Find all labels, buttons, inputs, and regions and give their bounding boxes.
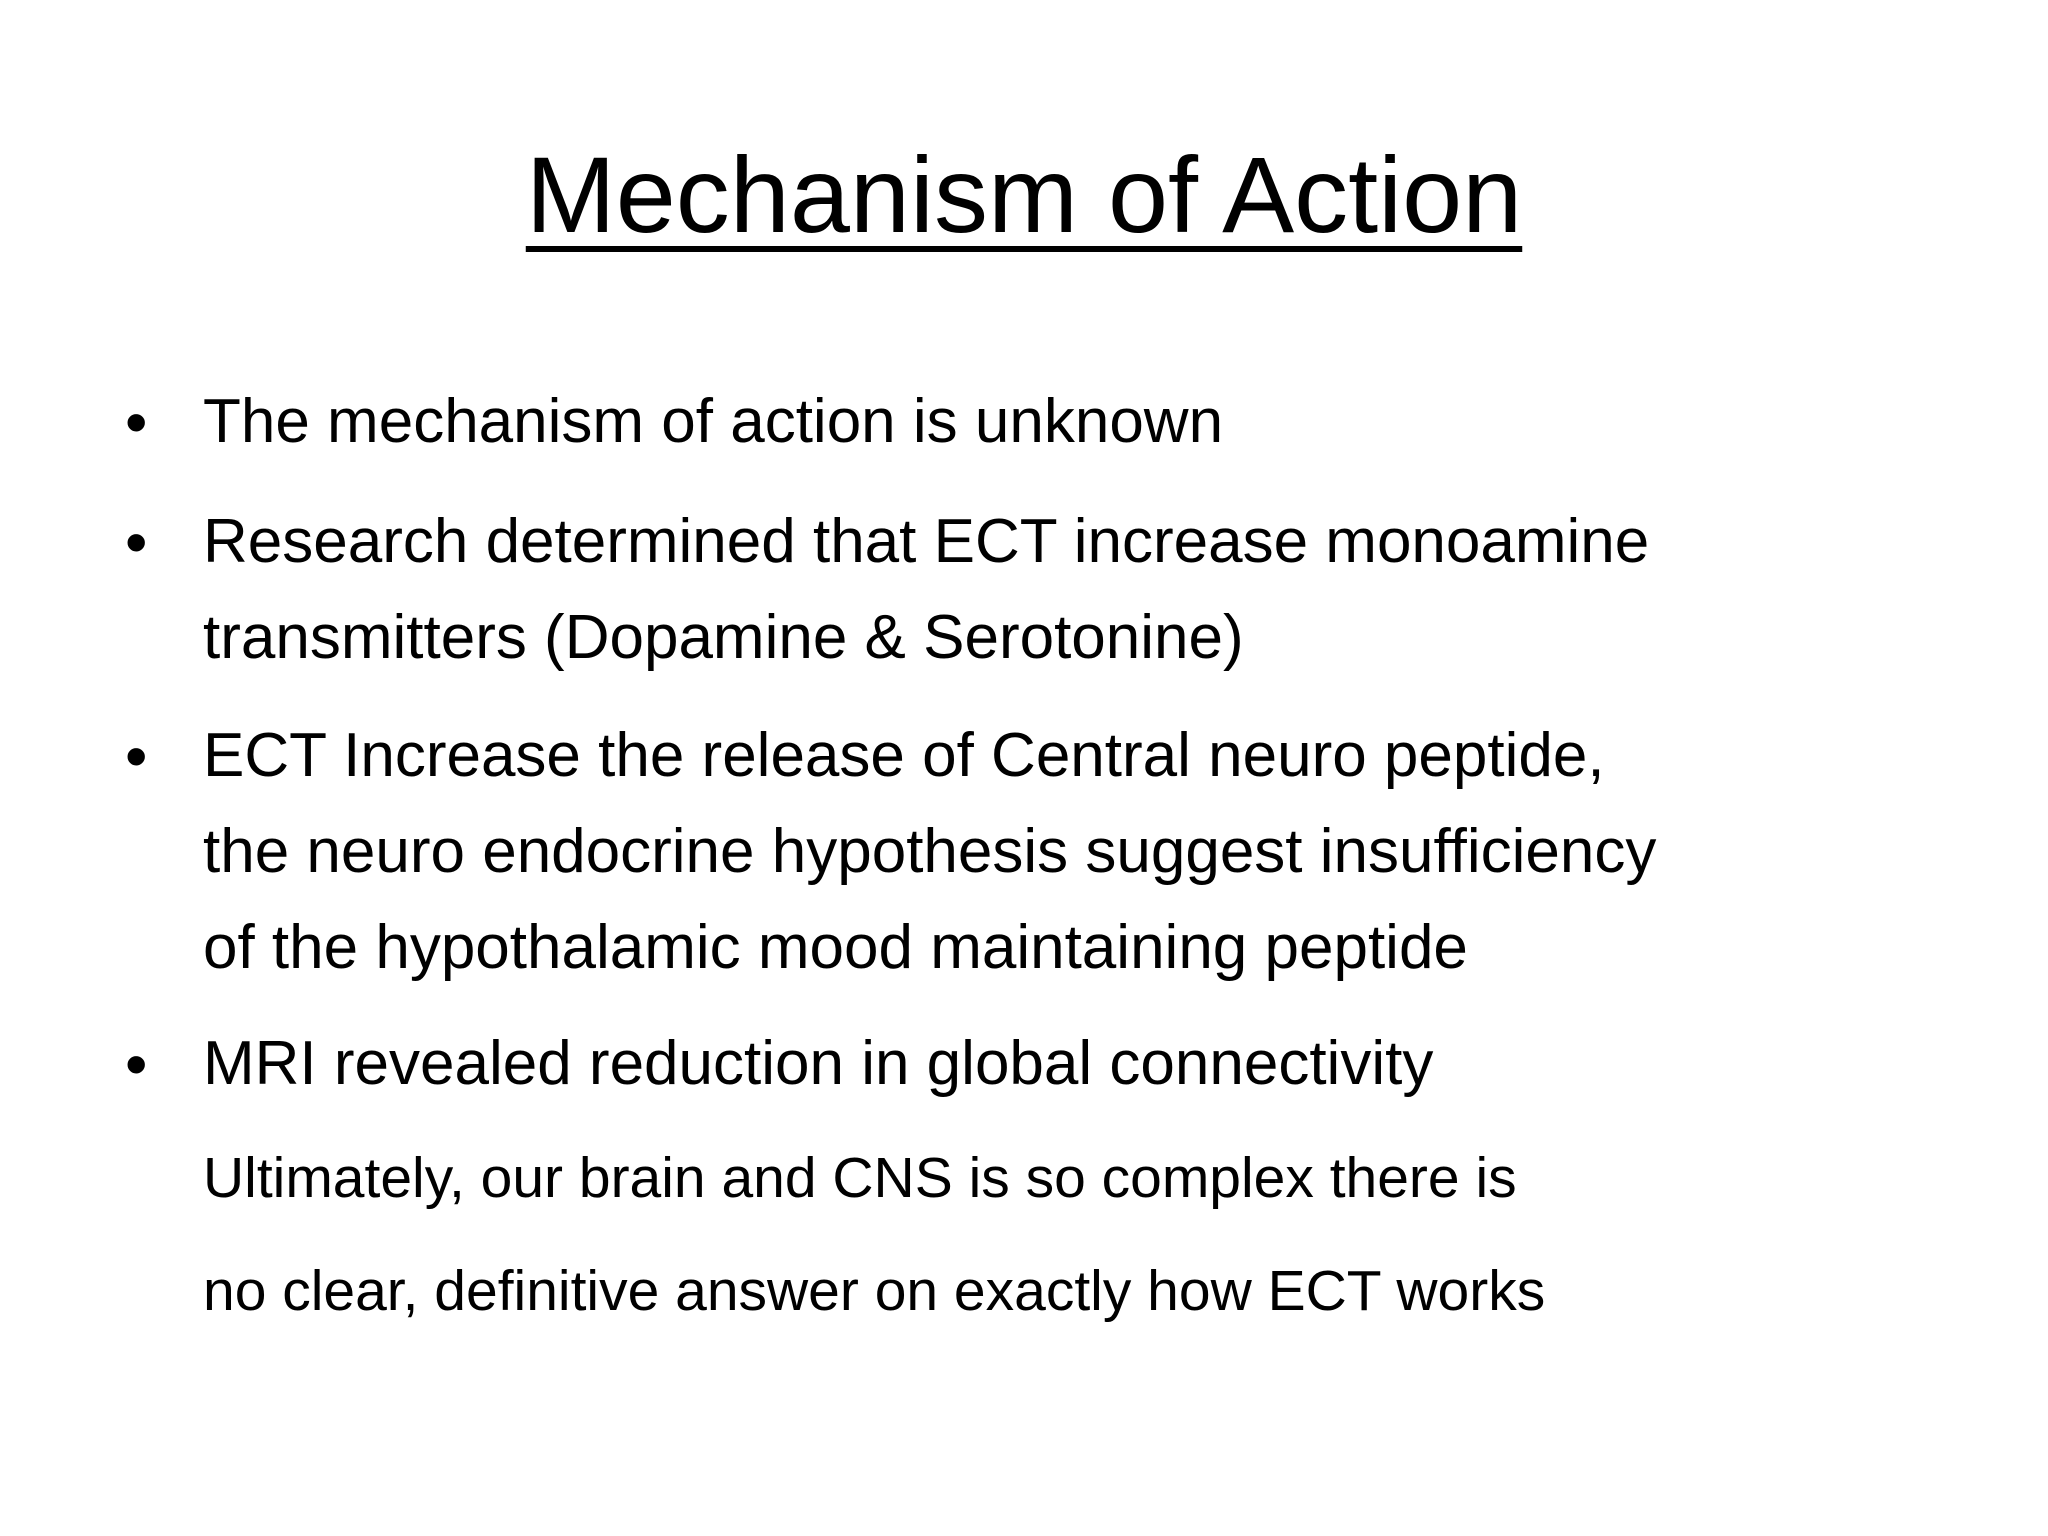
bullet-text: The mechanism of action is unknown [203, 387, 1224, 456]
bullet-marker: • [125, 1028, 148, 1100]
bullet-marker: • [125, 720, 148, 792]
bullet-text: ECT Increase the release of Central neuro peptide, the neuro endocrine hypothesis suggest insufficiency of the hypothalamic mood maintaining peptide [203, 721, 1657, 982]
note-line: no clear, definitive answer on exactly how ECT works [203, 1259, 1546, 1323]
slide-title-text: Mechanism of Action [525, 134, 1523, 255]
bullet-marker: • [125, 386, 148, 458]
bullet-text: MRI revealed reduction in global connectivity [203, 1029, 1434, 1098]
bullet-text: Research determined that ECT increase monoamine transmitters (Dopamine & Serotonine) [203, 507, 1650, 672]
bullet-marker: • [125, 506, 148, 578]
note-line: Ultimately, our brain and CNS is so complex there is [203, 1146, 1517, 1210]
